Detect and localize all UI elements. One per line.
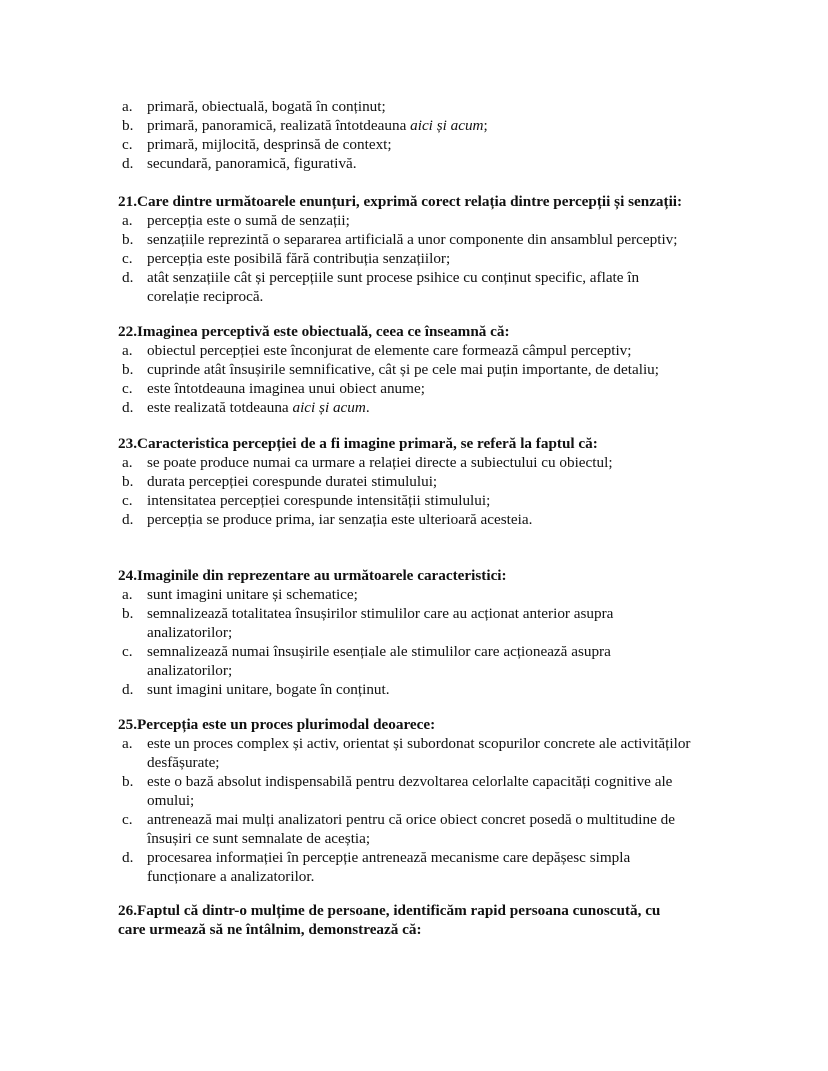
option-list xyxy=(118,585,758,699)
question-title: 22.Imaginea perceptivă este obiectuală, ceea ce înseamnă că: xyxy=(118,323,510,340)
option-b: b. este o bază absolut indispensabilă pentru dezvoltarea celorlalte capacități cognitive ale omului; xyxy=(122,773,673,809)
option-b: b. durata percepției corespunde duratei stimulului; xyxy=(122,473,438,490)
question-20-options xyxy=(118,97,758,173)
question-26 xyxy=(118,901,758,939)
question-22 xyxy=(118,322,758,417)
option-c: c. semnalizează numai însușirile esențiale ale stimulilor care acționează asupra analizatorilor; xyxy=(122,643,611,679)
option-list xyxy=(118,211,758,306)
option-d: d. atât senzațiile cât și percepțiile sunt procese psihice cu conținut specific, aflate în corelație reciprocă. xyxy=(122,269,640,305)
option-a: a. primară, obiectuală, bogată în conținut; xyxy=(122,98,386,115)
option-a: a. se poate produce numai ca urmare a relației directe a subiectului cu obiectul; xyxy=(122,454,613,471)
question-title: 21.Care dintre următoarele enunțuri, exprimă corect relația dintre percepții și senzații: xyxy=(118,193,683,210)
option-c: c. percepția este posibilă fără contribuția senzațiilor; xyxy=(122,250,451,267)
question-title: 23.Caracteristica percepției de a fi imagine primară, se referă la faptul că: xyxy=(118,435,598,452)
option-a: a. percepția este o sumă de senzații; xyxy=(122,212,350,229)
question-21 xyxy=(118,192,758,306)
option-d: d. percepția se produce prima, iar senzația este ulterioară acesteia. xyxy=(122,511,533,528)
option-b: b. primară, panoramică, realizată întotdeauna aici și acum; xyxy=(122,117,488,134)
question-24 xyxy=(118,566,758,699)
option-c: c. este întotdeauna imaginea unui obiect anume; xyxy=(122,380,425,397)
question-title: 24.Imaginile din reprezentare au următoarele caracteristici: xyxy=(118,567,507,584)
option-d: d. este realizată totdeauna aici și acum. xyxy=(122,399,370,416)
option-b: b. senzațiile reprezintă o separarea artificială a unor componente din ansamblul perceptiv; xyxy=(122,231,678,248)
question-23 xyxy=(118,434,758,529)
question-title: 26.Faptul că dintr-o mulțime de persoane, identificăm rapid persoana cunoscută, cu care urmează să ne întâlnim, demonstrează că: xyxy=(118,902,661,938)
question-title: 25.Percepția este un proces plurimodal deoarece: xyxy=(118,716,436,733)
option-list xyxy=(118,341,758,417)
option-b: b. cuprinde atât însușirile semnificative, cât și pe cele mai puțin importante, de detaliu; xyxy=(122,361,659,378)
option-list xyxy=(118,97,758,173)
question-25 xyxy=(118,715,758,886)
option-c: c. antrenează mai mulți analizatori pentru că orice obiect concret posedă o multitudine de însușiri ce sunt semnalate de aceștia; xyxy=(122,811,675,847)
option-a: a. sunt imagini unitare și schematice; xyxy=(122,586,358,603)
option-list xyxy=(118,734,758,886)
option-a: a. este un proces complex și activ, orientat și subordonat scopurilor concrete ale activităților desfășurate; xyxy=(122,735,691,771)
option-a: a. obiectul percepției este înconjurat de elemente care formează câmpul perceptiv; xyxy=(122,342,632,359)
option-d: d. secundară, panoramică, figurativă. xyxy=(122,155,357,172)
option-c: c. primară, mijlocită, desprinsă de context; xyxy=(122,136,392,153)
option-b: b. semnalizează totalitatea însușirilor stimulilor care au acționat anterior asupra analizatorilor; xyxy=(122,605,614,641)
option-list xyxy=(118,453,758,529)
option-d: d. procesarea informației în percepție antrenează mecanisme care depășesc simpla funcționare a analizatorilor. xyxy=(122,849,631,885)
option-c: c. intensitatea percepției corespunde intensității stimulului; xyxy=(122,492,491,509)
option-d: d. sunt imagini unitare, bogate în conținut. xyxy=(122,681,390,698)
